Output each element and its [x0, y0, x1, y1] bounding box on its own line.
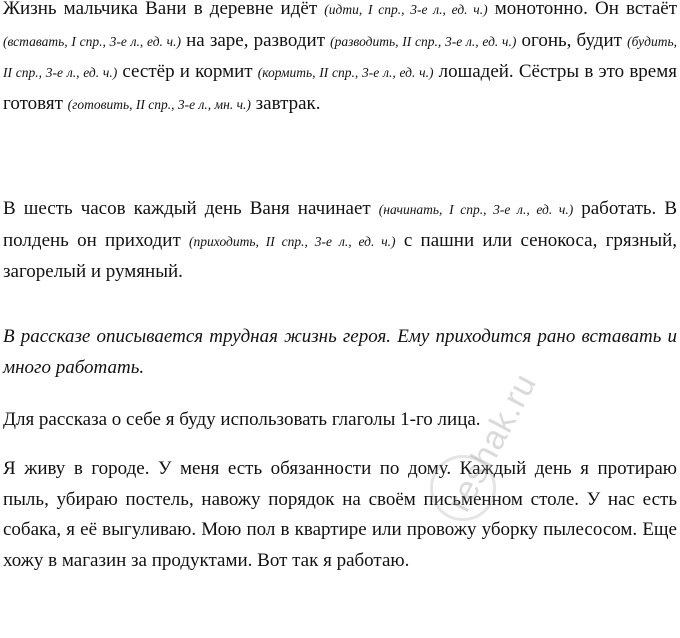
verb-annotation: (начинать, I спр., 3-е л., ед. ч.)	[378, 202, 574, 217]
text-run: огонь, будит	[516, 29, 628, 51]
verb-annotation: (вставать, I спр., 3-е л., ед. ч.)	[3, 33, 181, 49]
verb-annotation: (приходить, II спр., 3-е л., ед. ч.)	[189, 233, 396, 249]
paragraph-summary: В рассказе описывается трудная жизнь героя. Ему приходится рано вставать и много работать.	[3, 326, 677, 378]
text-run: с пашни или сенокоса, грязный, загорелый и румяный.	[3, 229, 678, 282]
text-run: завтрак.	[250, 92, 321, 114]
watermark-logo: reshak.ru	[440, 366, 545, 518]
verb-annotation: (будить, II спр., 3-е л., ед. ч.)	[3, 33, 677, 80]
text-run: на заре, разводит	[180, 29, 331, 51]
verb-annotation: (готовить, II спр., 3-е л., мн. ч.)	[67, 96, 251, 112]
verb-annotation: (разводить, II спр., 3-е л., ед. ч.)	[330, 33, 517, 49]
paragraph-first-person-note: Для рассказа о себе я буду использовать глаголы 1-го лица.	[3, 409, 481, 430]
text-run: Жизнь мальчика Вани в деревне идёт	[3, 0, 325, 19]
paragraph-vanya-morning	[3, 0, 677, 120]
text-run: монотонно. Он встаёт	[487, 0, 678, 19]
text-run: сестёр и кормит	[117, 61, 258, 82]
text-run: лошадей. Сёстры в это время готовят	[3, 61, 677, 114]
verb-annotation: (идти, I спр., 3-е л., ед. ч.)	[324, 2, 488, 17]
paragraph-my-story: Я живу в городе. У меня есть обязанности по дому. Каждый день я протираю пыль, убираю постель, навожу порядок на своём письменном столе. У нас есть собака, я её выгуливаю. Мою пол в квартире или провожу уборку пылесосом. Еще хожу в магазин за продуктами. Вот так я работаю.	[3, 458, 677, 571]
text-run: работать. В полдень он приходит	[3, 198, 678, 251]
text-run: В шесть часов каждый день Ваня начинает	[3, 198, 379, 219]
paragraph-vanya-work	[3, 194, 677, 288]
verb-annotation: (кормить, II спр., 3-е л., ед. ч.)	[257, 65, 434, 80]
